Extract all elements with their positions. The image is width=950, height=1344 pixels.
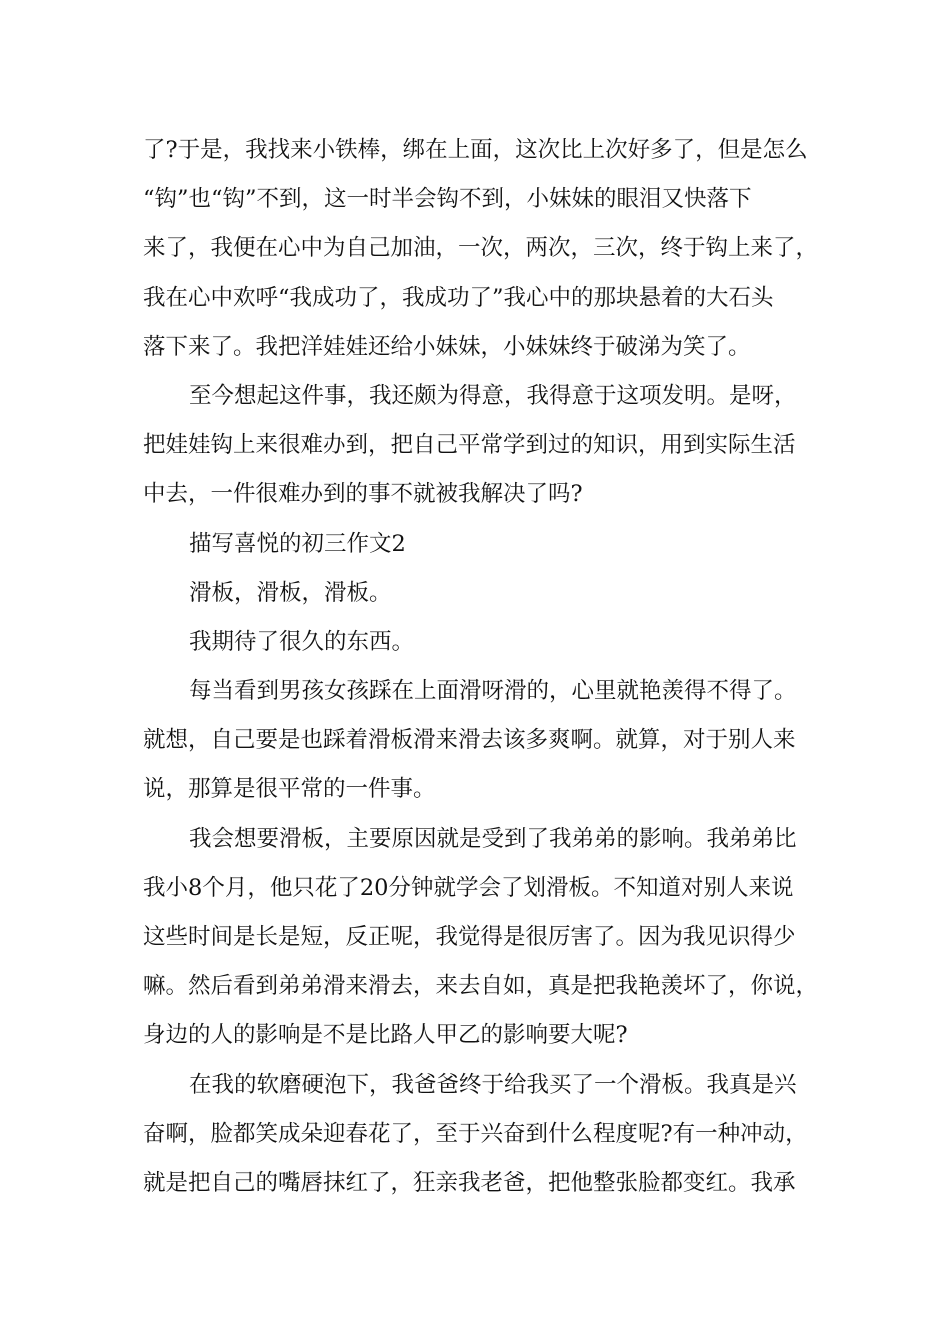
text-line: 把娃娃钩上来很难办到，把自己平常学到过的知识，用到实际生活	[143, 432, 796, 459]
text-line: 身边的人的影响是不是比路人甲乙的影响要大呢?	[143, 1022, 628, 1049]
text-line: 落下来了。我把洋娃娃还给小妹妹，小妹妹终于破涕为笑了。	[143, 333, 751, 360]
text-line: 中去，一件很难办到的事不就被我解决了吗?	[143, 481, 583, 508]
paragraph-start-line: 我会想要滑板，主要原因就是受到了我弟弟的影响。我弟弟比	[189, 825, 797, 852]
paragraph-start-line: 我期待了很久的东西。	[189, 628, 415, 655]
text-line: 就是把自己的嘴唇抹红了，狂亲我老爸，把他整张脸都变红。我承	[143, 1169, 796, 1196]
text-line: 说，那算是很平常的一件事。	[143, 776, 436, 803]
text-line: 了?于是，我找来小铁棒，绑在上面，这次比上次好多了，但是怎么	[143, 137, 808, 163]
text-line: 就想，自己要是也踩着滑板滑来滑去该多爽啊。就算，对于别人来	[143, 727, 796, 754]
text-line: 这些时间是长是短，反正呢，我觉得是很厉害了。因为我见识得少	[143, 924, 796, 950]
paragraph-start-line: 至今想起这件事，我还颇为得意，我得意于这项发明。是呀，	[189, 382, 797, 409]
section-heading: 描写喜悦的初三作文2	[189, 530, 406, 557]
text-line: 来了，我便在心中为自己加油，一次，两次，三次，终于钩上来了，	[143, 235, 819, 262]
text-line: 我在心中欢呼“我成功了，我成功了”我心中的那块悬着的大石头	[143, 284, 774, 311]
paragraph-start-line: 每当看到男孩女孩踩在上面滑呀滑的，心里就艳羡得不得了。	[189, 678, 797, 705]
paragraph-start-line: 滑板，滑板，滑板。	[189, 579, 392, 606]
text-line: 奋啊，脸都笑成朵迎春花了，至于兴奋到什么程度呢?有一种冲动，	[143, 1120, 808, 1147]
document-body	[143, 126, 833, 1208]
text-line: “钩”也“钩”不到，这一时半会钩不到，小妹妹的眼泪又快落下	[143, 186, 752, 213]
text-line: 我小8个月，他只花了20分钟就学会了划滑板。不知道对别人来说	[143, 874, 794, 901]
paragraph-start-line: 在我的软磨硬泡下，我爸爸终于给我买了一个滑板。我真是兴	[189, 1071, 797, 1098]
text-line: 嘛。然后看到弟弟滑来滑去，来去自如，真是把我艳羡坏了，你说，	[143, 973, 819, 1000]
